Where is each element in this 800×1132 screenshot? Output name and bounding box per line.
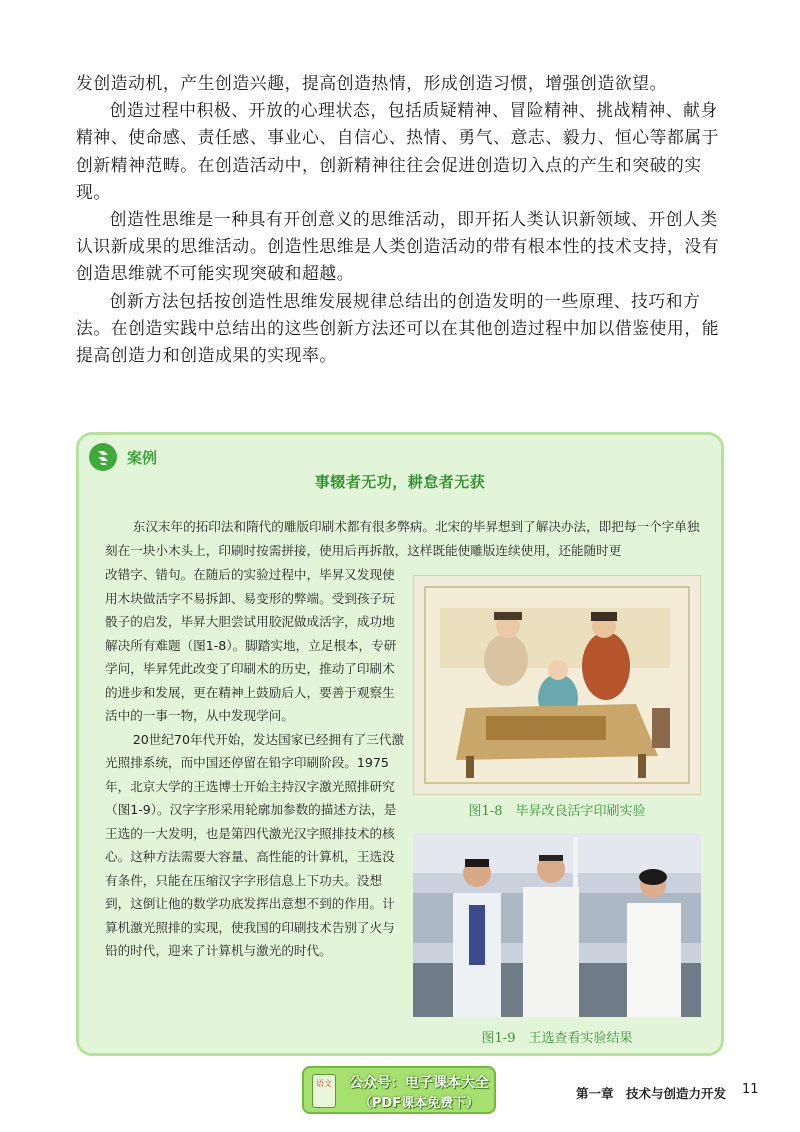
page-number: 11	[742, 1082, 759, 1097]
stamp-line-2: （PDF课本免费下）	[358, 1096, 480, 1111]
main-text	[76, 70, 726, 369]
stamp-line-1: 公众号：电子课本大全	[349, 1075, 489, 1091]
case-intro-text: 东汉末年的拓印法和隋代的雕版印刷术都有很多弊病。北宋的毕昇想到了解决办法，即把每一个字单独刻在一块小木头上，印刷时按需拼接，使用后再拆散，这样既能使雕版连续使用，还能随时更	[105, 519, 700, 558]
case-intro	[105, 515, 701, 562]
case-paragraph-1: 改错字、错句。在随后的实验过程中，毕昇又发现使用木块做活字不易拆卸、易变形的弊端。受到孩子玩骰子的启发，毕昇大胆尝试用胶泥做成活字，成功地解决所有难题（图1-8）。脚踏实地，立足根本，专研学问，毕昇凭此改变了印刷术的历史，推动了印刷术的进步和发展，更在精神上鼓励后人，要善于观察生活中的一事一物，从中发现学问。	[105, 567, 397, 723]
case-icon	[89, 443, 117, 471]
paragraph-2: 创造过程中积极、开放的心理状态，包括质疑精神、冒险精神、挑战精神、献身精神、使命感、责任感、事业心、自信心、热情、勇气、意志、毅力、恒心等都属于创新精神范畴。在创造活动中，创新精神往往会促进创造切入点的产生和突破的实现。	[76, 100, 720, 202]
paragraph-4: 创新方法包括按创造性思维发展规律总结出的创造发明的一些原理、技巧和方法。在创造实践中总结出的这些创新方法还可以在其他创造过程中加以借鉴使用，能提高创造力和创造成果的实现率。	[76, 290, 720, 366]
case-box	[76, 432, 724, 1056]
case-paragraph-2: 20世纪70年代开始，发达国家已经拥有了三代激光照排系统，而中国还停留在铅字印刷阶段。1975年，北京大学的王选博士开始主持汉字激光照排研究（图1-9）。汉字字形采用轮廓加参数的描述方法，是王选的一大发明，也是第四代激光汉字照排技术的核心。这种方法需要大容量、高性能的计算机，王选没有条件，只能在压缩汉字字形信息上下功夫。没想到，这倒让他的数学功底发挥出意想不到的作用。计算机激光照排的实现，使我国的印刷技术告别了火与铅的时代，迎来了计算机与激光的时代。	[105, 731, 405, 958]
paragraph-1: 发创造动机，产生创造兴趣，提高创造热情，形成创造习惯，增强创造欲望。	[76, 73, 667, 93]
case-column-text	[105, 563, 405, 963]
figure-1-8-caption: 图1-8 毕昇改良活字印刷实验	[468, 804, 646, 819]
watermark-stamp	[302, 1066, 496, 1114]
footer-chapter-title: 第一章 技术与创造力开发	[576, 1086, 727, 1101]
case-label: 案例	[127, 449, 158, 467]
case-title: 事辍者无功，耕怠者无获	[314, 473, 486, 491]
figure-1-9-image	[413, 833, 701, 1017]
paragraph-3: 创造性思维是一种具有开创意义的思维活动，即开拓人类认识新领域、开创人类认识新成果的思维活动。创造性思维是人类创造活动的带有根本性的技术支持，没有创造思维就不可能实现突破和超越。	[76, 209, 720, 284]
figure-1-8-illustration	[424, 586, 690, 784]
figure-1-9-caption: 图1-9 王选查看实验结果	[481, 1031, 633, 1046]
figure-1-8-image	[413, 575, 701, 795]
book-icon: 语文	[312, 1074, 336, 1108]
